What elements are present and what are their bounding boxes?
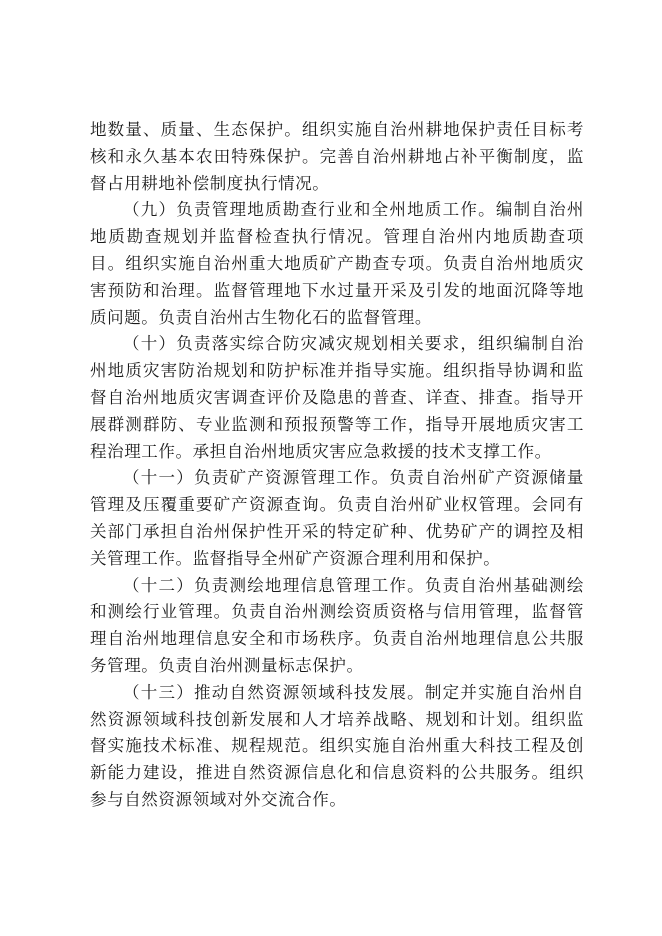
paragraph-continuation: 地数量、质量、生态保护。组织实施自治州耕地保护责任目标考核和永久基本农田特殊保护。完善自治州耕地占补平衡制度，监督占用耕地补偿制度执行情况。 xyxy=(90,120,584,193)
paragraph-item-12: （十二）负责测绘地理信息管理工作。负责自治州基础测绘和测绘行业管理。负责自治州测绘资质资格与信用管理，监督管理自治州地理信息安全和市场秩序。负责自治州地理信息公共服务管理。负责自治州测量标志保护。 xyxy=(90,575,584,675)
paragraph-item-13: （十三）推动自然资源领域科技发展。制定并实施自治州自然资源领域科技创新发展和人才培养战略、规划和计划。组织监督实施技术标准、规程规范。组织实施自治州重大科技工程及创新能力建设，推进自然资源信息化和信息资料的公共服务。组织参与自然资源领域对外交流合作。 xyxy=(90,682,584,809)
paragraph-item-11: （十一）负责矿产资源管理工作。负责自治州矿产资源储量管理及压覆重要矿产资源查询。负责自治州矿业权管理。会同有关部门承担自治州保护性开采的特定矿种、优势矿产的调控及相关管理工作。监督指导全州矿产资源合理利用和保护。 xyxy=(90,468,584,568)
paragraph-item-10: （十）负责落实综合防灾减灾规划相关要求，组织编制自治州地质灾害防治规划和防护标准并指导实施。组织指导协调和监督自治州地质灾害调查评价及隐患的普查、详查、排查。指导开展群测群防、专业监测和预报预警等工作，指导开展地质灾害工程治理工作。承担自治州地质灾害应急救援的技术支撑工作。 xyxy=(90,334,584,461)
paragraph-item-9: （九）负责管理地质勘查行业和全州地质工作。编制自治州地质勘查规划并监督检查执行情况。管理自治州内地质勘查项目。组织实施自治州重大地质矿产勘查专项。负责自治州地质灾害预防和治理。监督管理地下水过量开采及引发的地面沉降等地质问题。负责自治州古生物化石的监督管理。 xyxy=(90,200,584,327)
document-page xyxy=(90,117,584,814)
